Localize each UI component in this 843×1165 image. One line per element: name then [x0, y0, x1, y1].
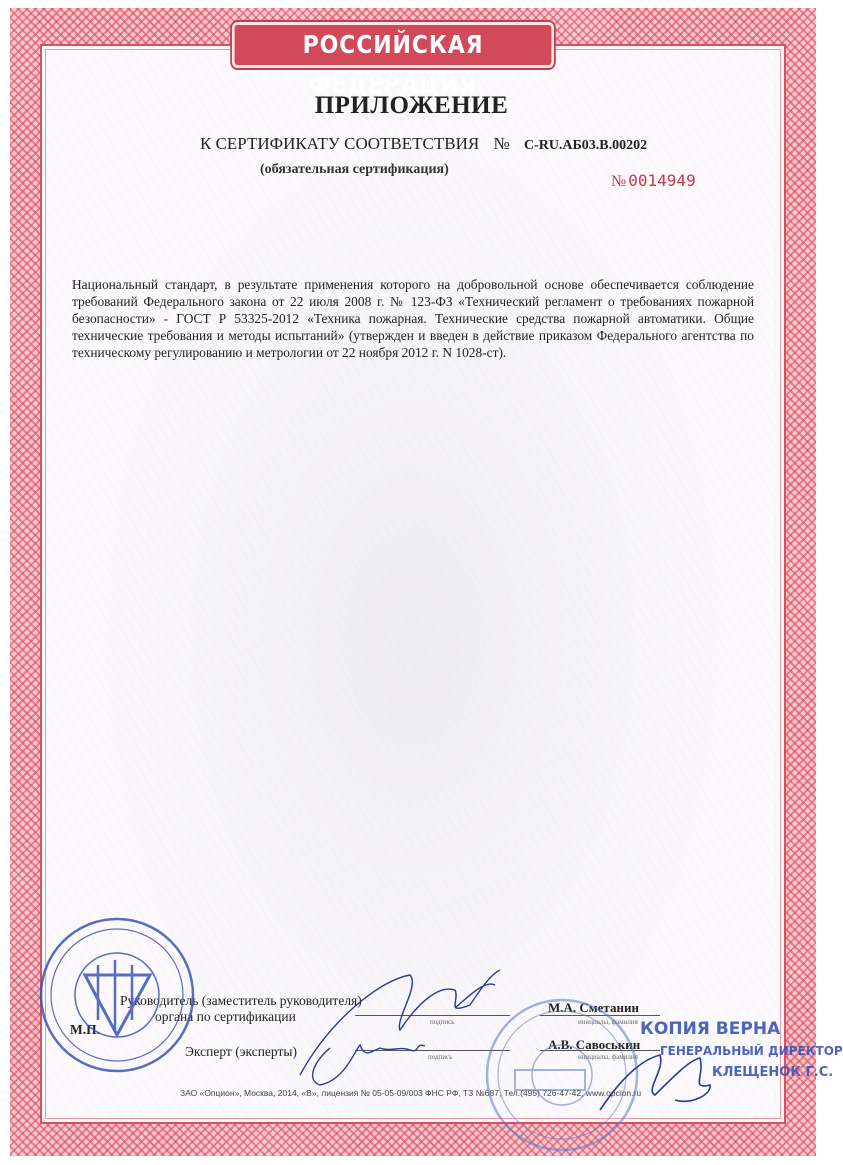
certification-seal — [41, 919, 193, 1071]
expert-label: Эксперт (эксперты) — [185, 1044, 297, 1059]
certified-copy-stamp — [640, 1018, 843, 1084]
standard-description: Национальный стандарт, в результате применения которого на добровольной основе обеспечивается соблюдение требований Федерального закона от 22 июля 2008 г. № 123-ФЗ «Технический регламент о требованиях пожарной безопасности» - ГОСТ Р 53325-2012 «Техника пожарная. Технические средства пожарной автоматики. Общие технические требования и методы испытаний» (утвержден и введен в действие приказом Федерального агентства по техническому регулированию и метрологии от 22 ноября 2012 г. N 1028-ст). — [72, 277, 754, 360]
printer-imprint: ЗАО «Опцион», Москва, 2014, «В», лицензия № 05-05-09/003 ФНС РФ, ТЗ №687, Тел.(495) 726-47-42, www.opcion.ru — [180, 1088, 642, 1098]
copy-stamp-line-3: КЛЕЩЕНОК Г.С. — [712, 1065, 834, 1080]
serial-number-value: 0014949 — [628, 171, 696, 190]
copy-stamp-line-2: ГЕНЕРАЛЬНЫЙ ДИРЕКТОР — [660, 1044, 843, 1058]
certificate-reference-text: К СЕРТИФИКАТУ СООТВЕТСТВИЯ — [200, 134, 480, 153]
mandatory-certification-note: (обязательная сертификация) — [260, 162, 449, 177]
number-sign: № — [493, 134, 510, 153]
expert-name: А.В. Савоськин — [548, 1037, 641, 1052]
head-label-body: органа по сертификации — [155, 1009, 296, 1024]
expert-initials-caption: инициалы, фамилия — [578, 1053, 638, 1061]
expert-signature-caption: подпись — [428, 1053, 453, 1061]
document-title: ПРИЛОЖЕНИЕ — [314, 92, 509, 119]
expert-signature — [313, 1045, 425, 1085]
head-name: М.А. Сметанин — [548, 1000, 639, 1015]
copy-stamp-line-1: КОПИЯ ВЕРНА — [640, 1019, 781, 1039]
head-label: Руководитель (заместитель руководителя) — [120, 993, 362, 1008]
head-signature — [300, 970, 500, 1075]
seal-place-label: М.П. — [70, 1022, 100, 1037]
head-signature-caption: подпись — [430, 1018, 455, 1026]
certificate-number: C-RU.АБ03.В.00202 — [523, 138, 648, 153]
country-banner: РОССИЙСКАЯ ФЕДЕРАЦИЯ — [232, 22, 554, 68]
head-initials-caption: инициалы, фамилия — [578, 1018, 638, 1026]
serial-number-sign: № — [611, 173, 627, 190]
company-seal — [487, 1000, 637, 1150]
